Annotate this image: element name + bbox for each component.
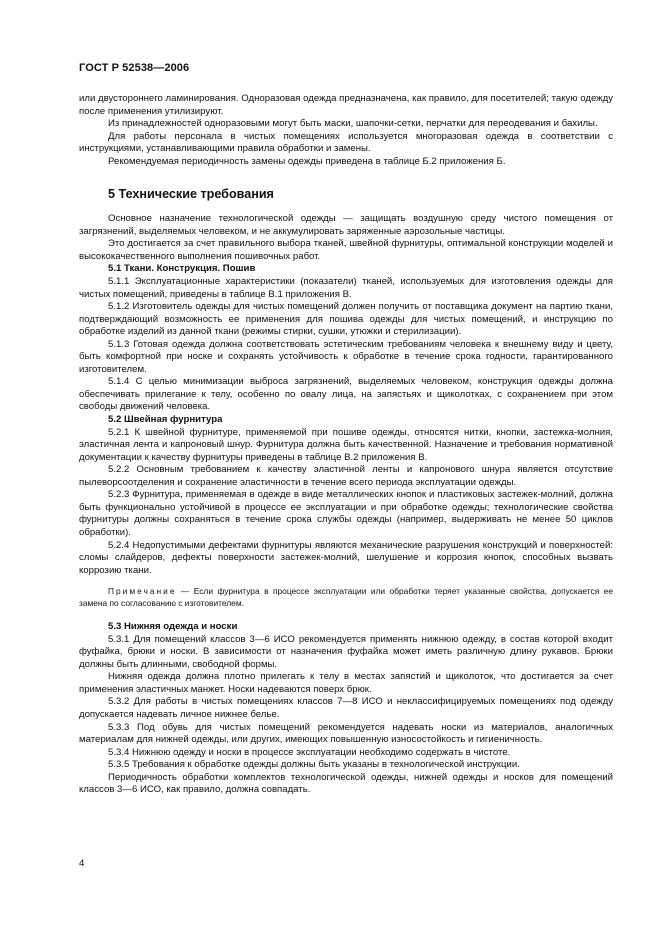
paragraph: 5.1.1 Эксплуатационные характеристики (показатели) тканей, используемых для изготовления одежды для чистых помещений, приведены в таблице В.1 приложения В. xyxy=(79,276,613,300)
paragraph: Периодичность обработки комплектов технологической одежды, нижней одежды и носков для помещений классов 3—6 ИСО, как правило, должна совпадать. xyxy=(79,771,613,796)
paragraph: Для работы персонала в чистых помещениях используется многоразовая одежда в соответствии с инструкциями, устанавливающими правила обработки и замены. xyxy=(79,130,613,155)
subsection-heading: 5.2 Швейная фурнитура xyxy=(108,414,223,426)
note xyxy=(79,585,613,609)
paragraph: 5.1.3 Готовая одежда должна соответствовать эстетическим требованиям человека к внешнему виду и цвету, быть комфортной при носке и сохранять устойчивость к обработке в течение срока годности, гарантированного изготовителем. xyxy=(79,338,613,375)
paragraph: 5.2.4 Недопустимыми дефектами фурнитуры являются механические разрушения конструкций и поверхностей: сломы слайдеров, дефекты поверхности застежек-молний, шелушение и коррозия кнопок, способных вызвать коррозию ткани. xyxy=(79,539,613,576)
paragraph: Это достигается за счет правильного выбора тканей, швейной фурнитуры, оптимальной конструкции моделей и высококачественного выполнения пошивочных работ. xyxy=(79,238,613,262)
document-header: ГОСТ Р 52538—2006 xyxy=(79,62,190,74)
paragraph: или двустороннего ламинирования. Одноразовая одежда предназначена, как правило, для посетителей; такую одежду после применения утилизируют. xyxy=(79,93,613,117)
paragraph: 5.3.5 Требования к обработке одежды должны быть указаны в технологической инструкции. xyxy=(108,759,520,771)
paragraph: 5.2.2 Основным требованием к качеству эластичной ленты и капронового шнура является отсутствие пылеворсоотделения и сохранение эластичности в течение всего периода эксплуатации одежды. xyxy=(79,464,613,488)
paragraph: 5.2.3 Фурнитура, применяемая в одежде в виде металлических кнопок и пластиковых застежек-молний, должна быть функционально устойчивой в процессе ее эксплуатации и при обработке одежды; технологические свойства фурнитуры должны сохраняться в течение срока службы одежды (например, выдерживать не менее 50 циклов обработки). xyxy=(79,489,613,538)
paragraph: Нижняя одежда должна плотно прилегать к телу в местах запястий и щиколоток, что достигается за счет применения эластичных манжет. Носки надеваются поверх брюк. xyxy=(79,671,613,695)
paragraph: Рекомендуемая периодичность замены одежды приведена в таблице Б.2 приложения Б. xyxy=(108,155,506,167)
paragraph: 5.1.2 Изготовитель одежды для чистых помещений должен получить от поставщика документ на партию ткани, подтверждающий возможность ее применения для пошива одежды для чистых помещений, и инструкцию по обработке изделий из данной ткани (режимы стирки, сушки, утюжки и стерилизации). xyxy=(79,301,613,338)
document-body xyxy=(79,93,613,797)
paragraph: 5.3.3 Под обувь для чистых помещений рекомендуется надевать носки из материалов, аналогичных материалам для нижней одежды, или других, имеющих повышенную износостойкость и гигиеничность. xyxy=(79,721,613,746)
paragraph: Основное назначение технологической одежды — защищать воздушную среду чистого помещения от загрязнений, выделяемых человеком, и не аккумулировать заряженные аэрозольные частицы. xyxy=(79,213,613,237)
note-label: Примечание xyxy=(108,586,177,597)
paragraph: 5.3.2 Для работы в чистых помещениях классов 7—8 ИСО и неклассифицируемых помещениях под одежду допускается надевать личное нижнее белье. xyxy=(79,696,613,720)
paragraph: 5.2.1 К швейной фурнитуре, применяемой при пошиве одежды, относятся нитки, кнопки, застежка-молния, эластичная лента и капроновый шнур. Фурнитура должна быть качественной. Назначение и требования нормативной документации к качеству фурнитуры приведены в таблице В.2 приложения В. xyxy=(79,426,613,463)
subsection-heading: 5.3 Нижняя одежда и носки xyxy=(108,621,238,633)
subsection-heading: 5.1 Ткани. Конструкция. Пошив xyxy=(108,263,256,275)
section-heading: 5 Технические требования xyxy=(108,187,274,202)
note-text: — Если фурнитура в процессе эксплуатации или обработки теряет указанные свойства, допускается ее замена по согласованию с изготовителем. xyxy=(79,586,613,609)
page-number: 4 xyxy=(79,858,85,869)
paragraph: 5.3.4 Нижнюю одежду и носки в процессе эксплуатации необходимо содержать в чистоте. xyxy=(108,746,511,758)
paragraph: 5.1.4 С целью минимизации выброса загрязнений, выделяемых человеком, конструкция одежды должна обеспечивать прилегание к телу, особенно по овалу лица, на запястьях и щиколотках, с сохранением при этом свободы движений человека. xyxy=(79,376,613,413)
paragraph: 5.3.1 Для помещений классов 3—6 ИСО рекомендуется применять нижнюю одежду, в состав которой входит фуфайка, брюки и носки. В зависимости от назначения фуфайка может иметь различную длину рукавов. Брюки должны быть длинными, свободной формы. xyxy=(79,633,613,670)
paragraph: Из принадлежностей одноразовыми могут быть маски, шапочки-сетки, перчатки для переодевания и бахилы. xyxy=(108,118,598,130)
